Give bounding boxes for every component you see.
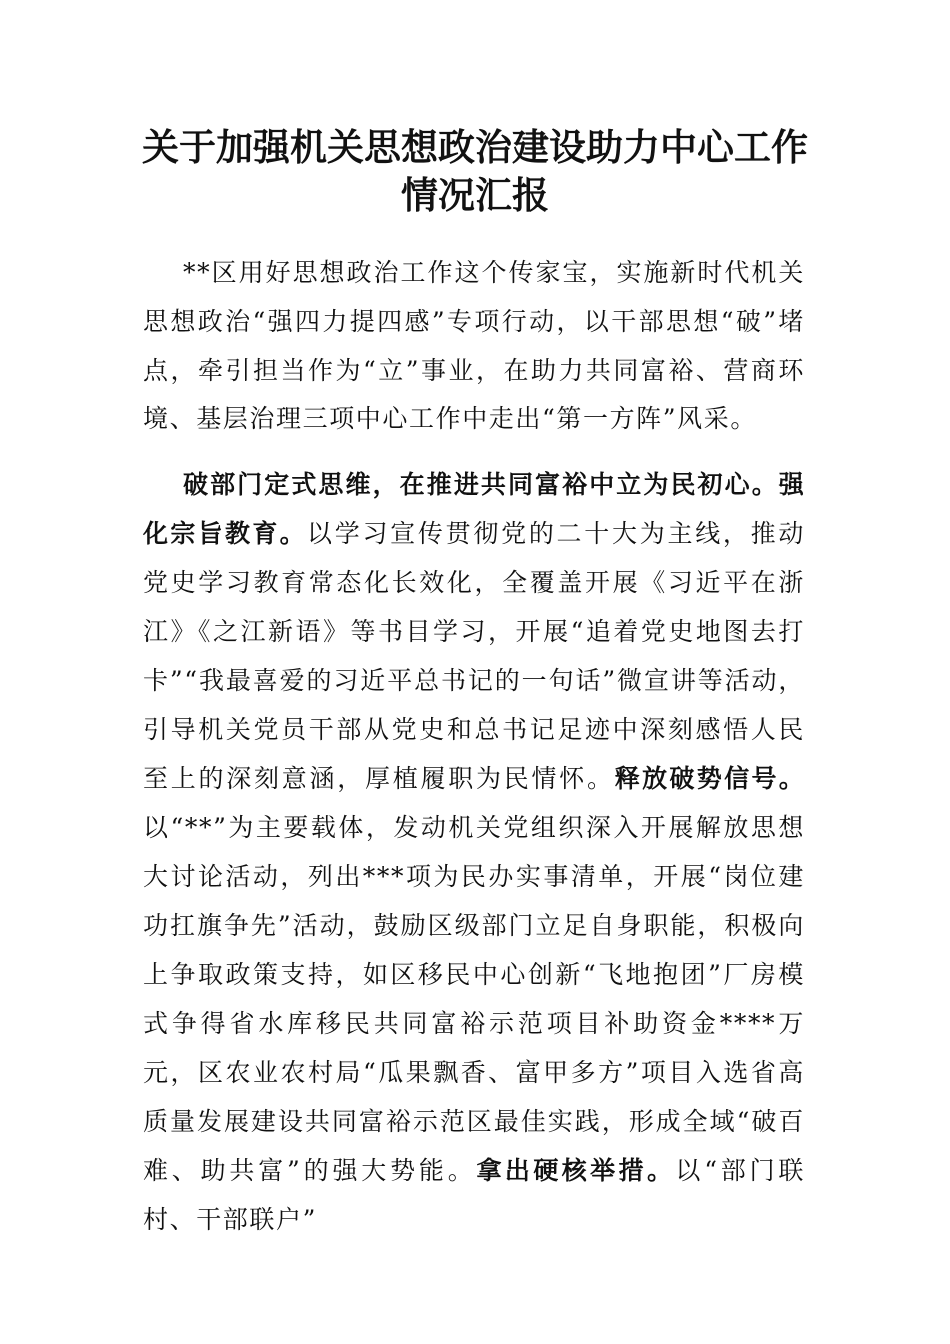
section-1-heading: 破部门定式思维，在推进共同富裕中立为民初心。	[183, 470, 779, 499]
document-title-line-1: 关于加强机关思想政治建设助力中心工作	[142, 125, 808, 169]
section-1-paragraph	[143, 460, 805, 1244]
sub-point-2-text: 以“**”为主要载体，发动机关党组织深入开展解放思想大讨论活动，列出***项为民办实事清单，开展“岗位建功扛旗争先”活动，鼓励区级部门立足自身职能，积极向上争取政策支持，如区移民中心创新“飞地抱团”厂房模式争得省水库移民共同富裕示范项目补助资金****万元，区农业农村局“瓜果飘香、富甲多方”项目入选省高质量发展建设共同富裕示范区最佳实践，形成全域“破百难、助共富”的强大势能。	[143, 813, 805, 1185]
sub-point-3-title: 拿出硬核举措。	[476, 1156, 676, 1185]
sub-point-1-text: 以学习宣传贯彻党的二十大为主线，推动党史学习教育常态化长效化，全覆盖开展《习近平在浙江》《之江新语》等书目学习，开展“追着党史地图去打卡”“我最喜爱的习近平总书记的一句话”微宣讲等活动，引导机关党员干部从党史和总书记足迹中深刻感悟人民至上的深刻意涵，厚植履职为民情怀。	[143, 519, 805, 793]
document-title-line-2: 情况汇报	[401, 173, 549, 217]
sub-point-3-text: 以“部门联村、干部联户”	[143, 1156, 806, 1234]
sub-point-1-title: 强化宗旨教育。	[143, 470, 805, 548]
sub-point-2-title: 释放破势信号。	[614, 764, 806, 793]
intro-paragraph: **区用好思想政治工作这个传家宝，实施新时代机关思想政治“强四力提四感”专项行动，以干部思想“破”堵点，牵引担当作为“立”事业，在助力共同富裕、营商环境、基层治理三项中心工作中走出“第一方阵”风采。	[143, 258, 805, 434]
